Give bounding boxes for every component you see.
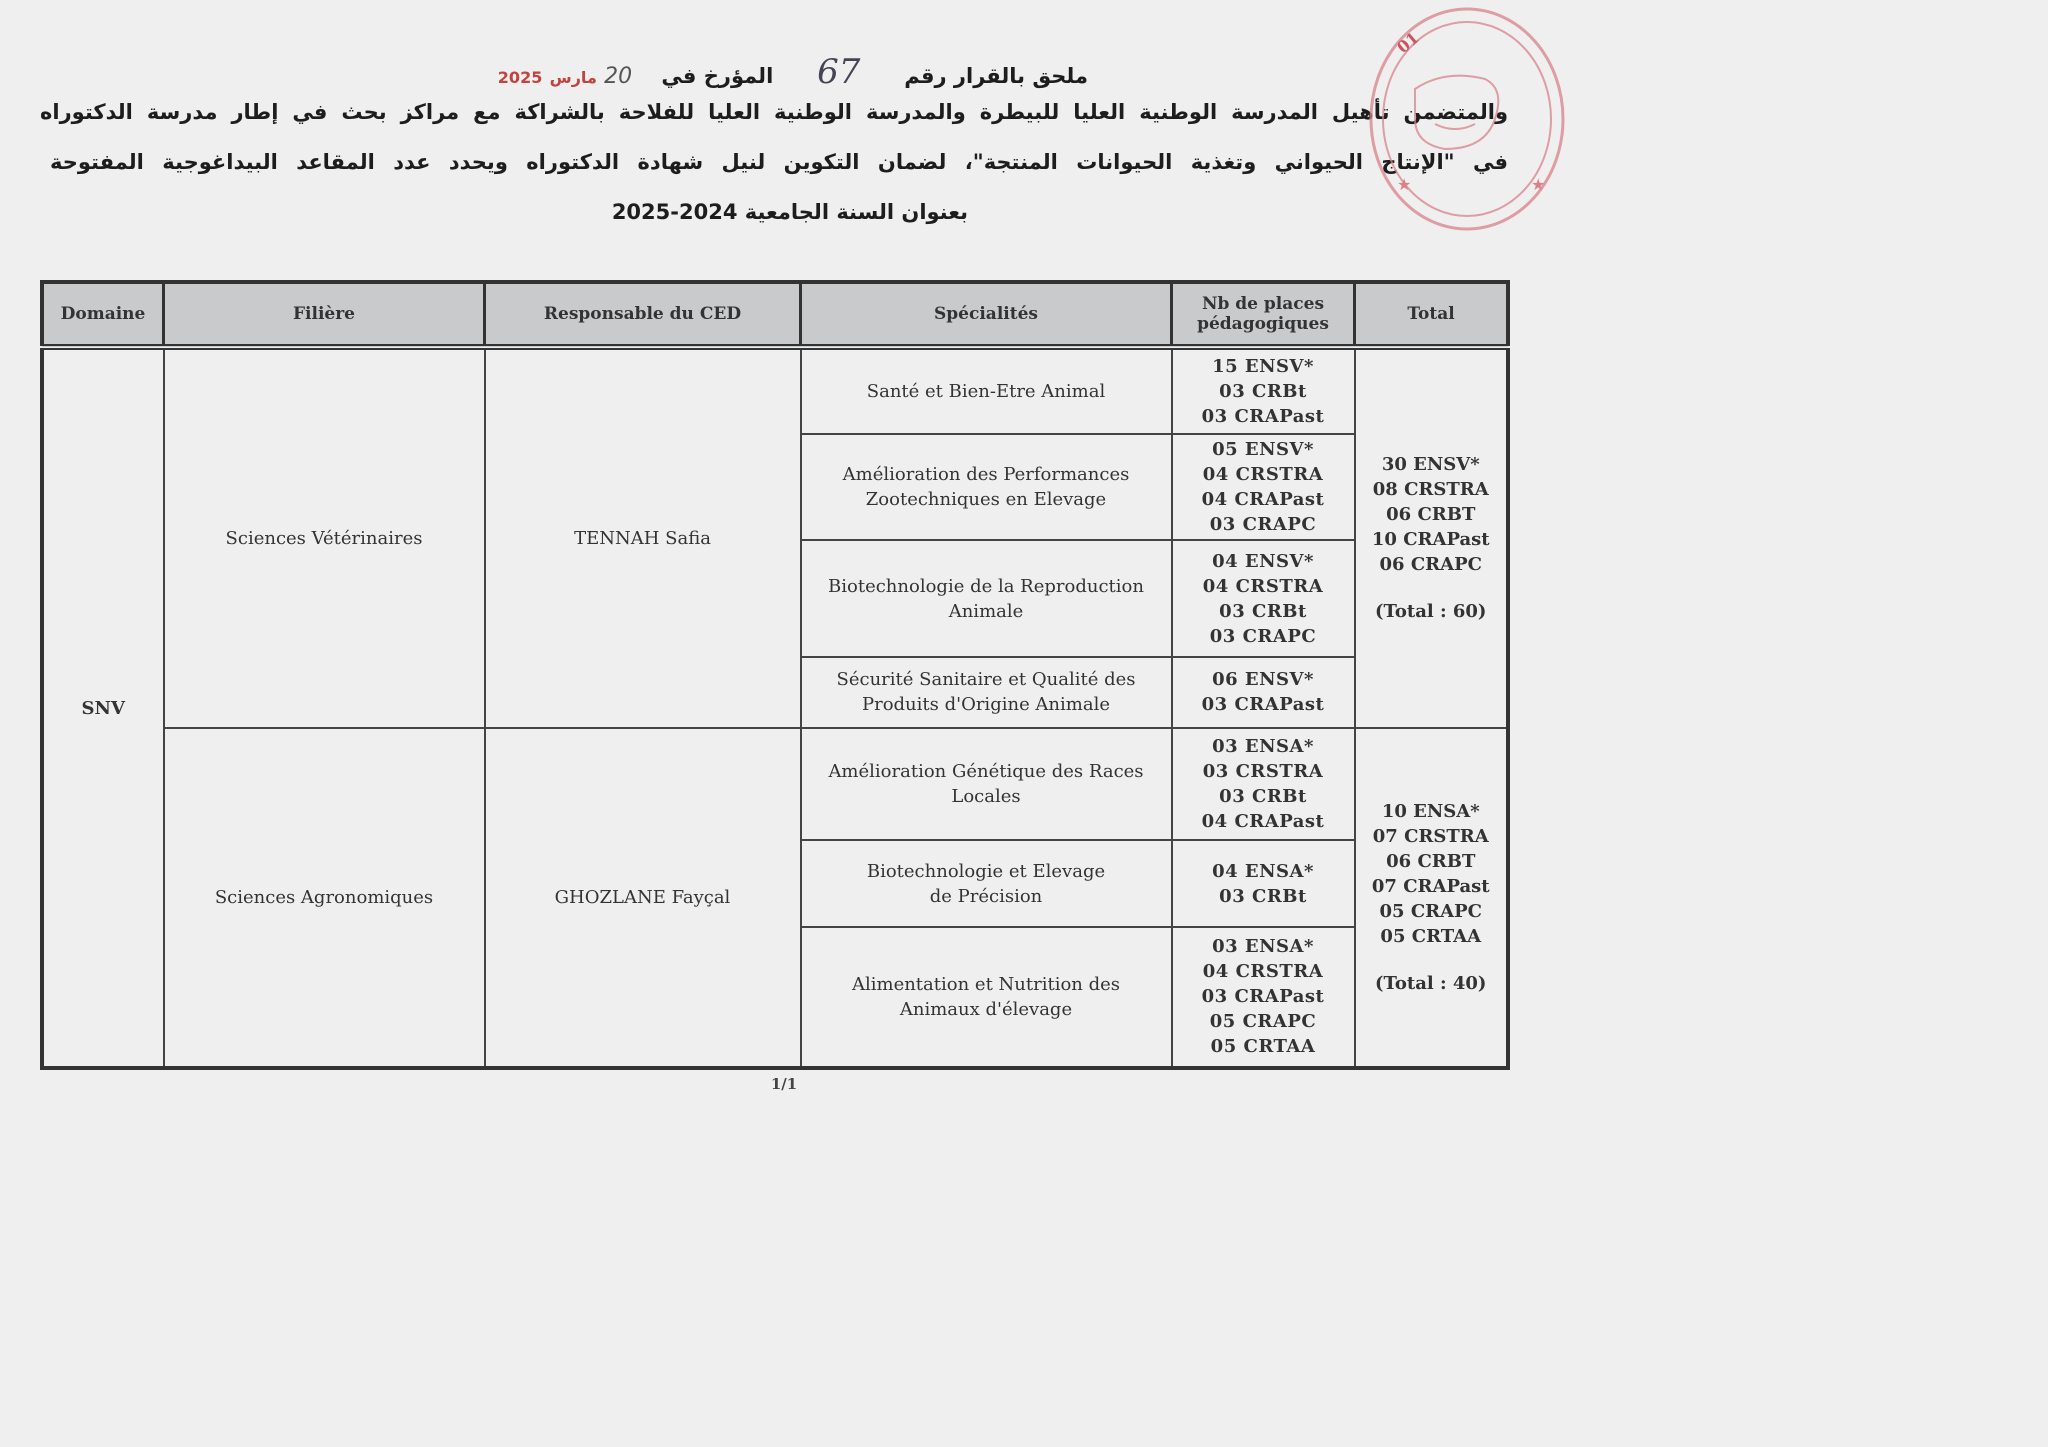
places-cell: 05 ENSV* 04 CRSTRA 04 CRAPast 03 CRAPC: [1172, 434, 1355, 541]
specialite-cell: Amélioration Génétique des Races Locales: [801, 728, 1172, 841]
header-responsable: Responsable du CED: [485, 282, 801, 347]
domaine-cell: SNV: [42, 347, 164, 1068]
filiere-cell: Sciences Vétérinaires: [164, 347, 485, 728]
svg-text:★: ★: [1397, 175, 1412, 194]
total-cell: 10 ENSA* 07 CRSTRA 06 CRBT 07 CRAPast 05 CRAPC 05 CRTAA (Total : 40): [1355, 728, 1509, 1068]
total-sum: (Total : 60): [1375, 601, 1487, 623]
date-year: 2025: [497, 68, 543, 87]
header-text-dated: المؤرخ في: [661, 64, 774, 88]
places-cell: 03 ENSA* 03 CRSTRA 03 CRBt 04 CRAPast: [1172, 728, 1355, 841]
specialite-cell: Santé et Bien-Etre Animal: [801, 347, 1172, 434]
header-line-1: [498, 52, 1088, 92]
places-cell: 04 ENSA* 03 CRBt: [1172, 840, 1355, 927]
table-row: [42, 347, 1508, 434]
header-line-4: بعنوان السنة الجامعية 2024-2025: [611, 200, 968, 224]
places-cell: 04 ENSV* 04 CRSTRA 03 CRBt 03 CRAPC: [1172, 540, 1355, 657]
table-header-row: [42, 282, 1508, 347]
header-specialites: Spécialités: [801, 282, 1172, 347]
places-cell: 03 ENSA* 04 CRSTRA 03 CRAPast 05 CRAPC 05 CRTAA: [1172, 927, 1355, 1068]
specialite-cell: Biotechnologie de la Reproduction Animale: [801, 540, 1172, 657]
header-filiere: Filière: [164, 282, 485, 347]
header-domaine: Domaine: [42, 282, 164, 347]
page-number: 1/1: [770, 1075, 798, 1093]
header-total: Total: [1355, 282, 1509, 347]
table-row: [42, 728, 1508, 841]
official-stamp: [1355, 0, 1565, 244]
specialite-cell: Alimentation et Nutrition des Animaux d'élevage: [801, 927, 1172, 1068]
svg-text:★: ★: [1531, 175, 1546, 194]
specialite-cell: Sécurité Sanitaire et Qualité des Produits d'Origine Animale: [801, 657, 1172, 727]
places-cell: 06 ENSV* 03 CRAPast: [1172, 657, 1355, 727]
total-sum: (Total : 40): [1375, 972, 1487, 994]
header-line-2: والمتضمن تأهيل المدرسة الوطنية العليا للبيطرة والمدرسة الوطنية العليا للفلاحة بالشراكة مع مراكز بحث في إطار مدرسة الدكتوراه: [40, 100, 1508, 124]
specialite-cell: Amélioration des Performances Zootechniques en Elevage: [801, 434, 1172, 541]
specialite-cell: Biotechnologie et Elevage de Précision: [801, 840, 1172, 927]
header-line-3: في "الإنتاج الحيواني وتغذية الحيوانات المنتجة"، لضمان التكوين لنيل شهادة الدكتوراه ويحدد عدد المقاعد البيداغوجية المفتوحة: [50, 150, 1508, 174]
header-places-line-1: Nb de places: [1201, 294, 1325, 314]
header-places-line-2: pédagogiques: [1197, 314, 1329, 334]
document-header: [0, 0, 1568, 270]
date-month: مارس: [549, 68, 597, 87]
decision-number: 67: [817, 52, 861, 92]
date-day: 20: [604, 64, 633, 89]
header-text-annex: ملحق بالقرار رقم: [904, 64, 1088, 88]
total-cell: 30 ENSV* 08 CRSTRA 06 CRBT 10 CRAPast 06 CRAPC (Total : 60): [1355, 347, 1509, 728]
stamp-number: 01: [1393, 28, 1423, 58]
filiere-cell: Sciences Agronomiques: [164, 728, 485, 1068]
places-table: [40, 280, 1510, 1070]
header-places: [1172, 282, 1355, 347]
places-cell: 15 ENSV* 03 CRBt 03 CRAPast: [1172, 347, 1355, 434]
responsable-cell: GHOZLANE Fayçal: [485, 728, 801, 1068]
responsable-cell: TENNAH Safia: [485, 347, 801, 728]
